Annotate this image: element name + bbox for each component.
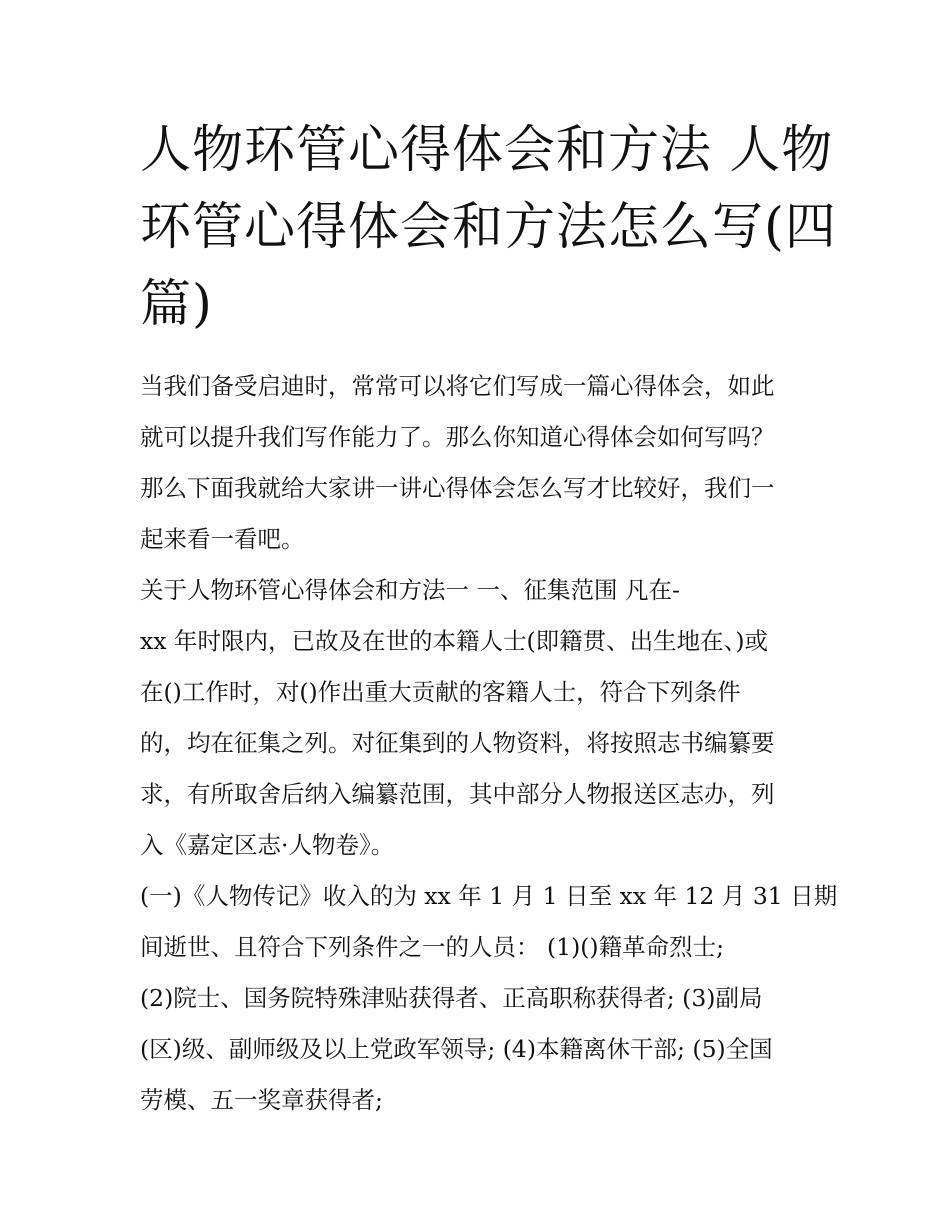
body-line-6: xx 年时限内，已故及在世的本籍人士(即籍贯、出生地在、)或	[140, 627, 769, 655]
body-line-3: 那么下面我就给大家讲一讲心得体会怎么写才比较好，我们一	[140, 474, 775, 502]
title-line-3: 篇)	[140, 275, 213, 334]
document-page	[140, 112, 838, 1126]
body-line-1: 当我们备受启迪时，常常可以将它们写成一篇心得体会，如此	[140, 372, 775, 400]
body-line-11: (一)《人物传记》收入的为 xx 年 1 月 1 日至 xx 年 12 月 31 日期	[140, 882, 838, 910]
body-line-5: 关于人物环管心得体会和方法一 一、征集范围 凡在-	[140, 576, 680, 604]
body-line-14: (区)级、副师级及以上党政军领导; (4)本籍离休干部; (5)全国	[140, 1035, 773, 1063]
title-line-2: 环管心得体会和方法怎么写(四	[140, 198, 837, 257]
document-title	[140, 112, 837, 343]
body-line-15: 劳模、五一奖章获得者;	[140, 1086, 383, 1114]
body-line-8: 的，均在征集之列。对征集到的人物资料，将按照志书编纂要	[140, 729, 775, 757]
body-line-13: (2)院士、国务院特殊津贴获得者、正高职称获得者; (3)副局	[140, 984, 763, 1012]
body-line-7: 在()工作时，对()作出重大贡献的客籍人士，符合下列条件	[140, 678, 741, 706]
body-line-9: 求，有所取舍后纳入编纂范围，其中部分人物报送区志办，列	[140, 780, 775, 808]
title-line-1: 人物环管心得体会和方法 人物	[140, 121, 834, 180]
body-line-12: 间逝世、且符合下列条件之一的人员： (1)()籍革命烈士;	[140, 933, 725, 961]
body-line-4: 起来看一看吧。	[140, 525, 305, 553]
document-body	[140, 361, 838, 1126]
body-line-10: 入《嘉定区志·人物卷》。	[140, 831, 395, 859]
body-line-2: 就可以提升我们写作能力了。那么你知道心得体会如何写吗？	[140, 423, 775, 451]
